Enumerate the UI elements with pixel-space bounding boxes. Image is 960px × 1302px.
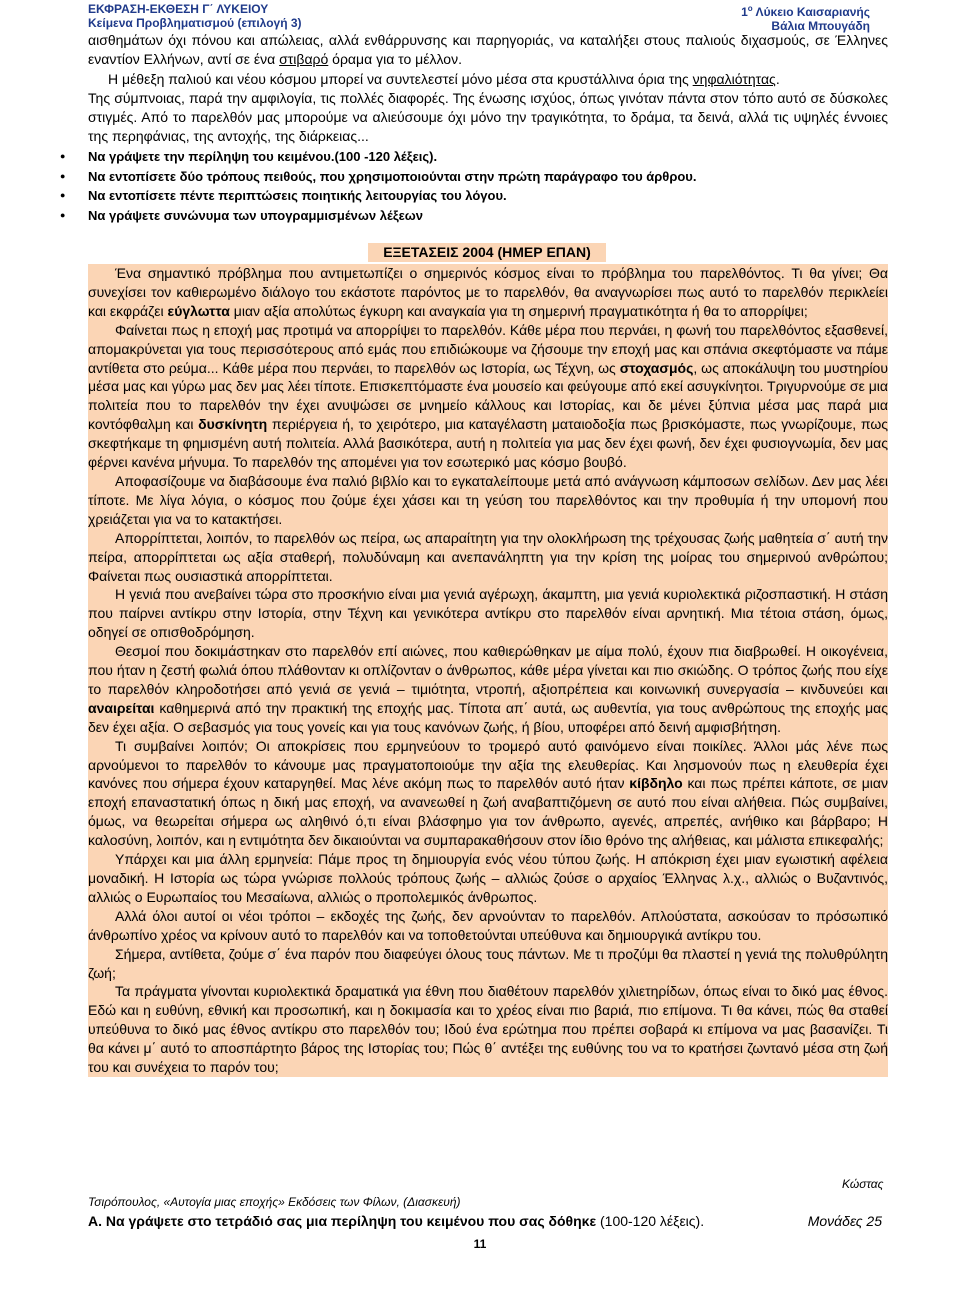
list-item: ● Να γράψετε συνώνυμα των υπογραμμισμένων λέξεων (60, 206, 890, 226)
question-points: Μονάδες 25 (807, 1213, 882, 1229)
question-label: Α. Να γράψετε στο τετράδιό σας μια περίληψη του κειμένου που σας δόθηκε (88, 1213, 597, 1229)
passage-paragraph: Τι συμβαίνει λοιπόν; Οι αποκρίσεις που ερμηνεύουν το τρομερό αυτό φαινόμενο είναι ποικίλες. Άλλοι μάς λένε πως αρνούμενοι το παρελθόν το κάνουμε μας πραγματοποιούμε την αξία της ελευθερίας. Και λησμονούν πως η ελευθερία έχει κανόνες που σήμερα έχουν καταργηθεί. Μας λένε ακόμη πως το παρελθόν αυτό ήταν κίβδηλο και πως πρέπει κάποτε, σε μιαν εποχή επαναστατική όπως η δική μας εποχή, να ανανεωθεί η ζωή αναβαπτιζόμενη σε αυτό που είναι αλήθεια. Πώς συμβαίνει, όμως, να θεωρείται σήμερα ως αληθινό ό,τι είναι βλάσφημο για τον άνθρωπο, αγενές, απρεπές, ανήθικο και βάρβαρο; Η καλοσύνη, λοιπόν, και η εντιμότητα δεν δικαιούνται να συμπαρακαθήσουν στον ίδιο θρόνο της αλήθειας, και μάλιστα επικεφαλής; (88, 737, 889, 849)
passage-paragraph: Αλλά όλοι αυτοί οι νέοι τρόποι – εκδοχές της ζωής, δεν αρνούνταν το παρελθόν. Απλούστατα, ασκούσαν το πρόσωπικό άνθρωπίνο χρέος να κρίνουν αυτό το παρελθόν και να τοποθετούνται υπεύθυνα και δημιουργικά αντίκρυ του. (88, 907, 888, 943)
top-paragraph-2: Η μέθεξη παλιού και νέου κόσμου μπορεί να συντελεστεί μόνο μέσα στα κρυστάλλινα όρια της νηφαλιότητας. (108, 70, 780, 87)
header-author: Βάλια Μπουγάδη (771, 19, 870, 33)
passage-paragraph: Σήμερα, αντίθετα, ζούμε σ΄ ένα παρόν που διαφεύγει όλους τους πάντων. Με τι προζύμι θα πλαστεί η γενιά της πολυθρύλητη ζωή; (88, 945, 888, 981)
passage-paragraph: Φαίνεται πως η εποχή μας προτιμά να απορρίψει το παρελθόν. Κάθε μέρα που περνάει, η φωνή του παρελθόντος εξασθενεί, απομακρύνεται για τους περισσότερους από εμάς που επιδιώκουμε να ζήσουμε την εποχή μας και σπάνια σκεφτόμαστε να πάμε αντίθετα στο ρεύμα... Κάθε μέρα που περνάει, το παρελθόν ως Ιστορία, ως Τέχνη, ως στοχασμός, ως αποκάλυψη του μυστηρίου μέσα μας και γύρω μας δεν μας λέει τίποτε. Επισκεπτόμαστε ένα μουσείο και φεύγουμε από εκεί ασυγκίνητοι. Τριγυρνούμε σε μια πολιτεία που το παρελθόν την έχει ανυψώσει σε μνημείο κάλλους και Ιστορίας, και δε μένει ξύπνια μέσα μας παρά μια κοντόφθαλμη και δυσκίνητη περιέργεια ή, το χειρότερο, μια καταγέλαστη ματαιοδοξία πως βρισκόμαστε, πως γνωρίζουμε, πως σκεφτήκαμε τη φημισμένη αυτή πολιτεία. Αλλά βασικότερα, αυτή η πολιτεία για μας δεν έχει φωνή, δεν έχει φυσιογνωμία, δεν μας φέρνει κανένα μήνυμα. Το παρελθόν της απομένει για τον εσωτερικό μας κόσμο βουβό. (88, 321, 888, 471)
list-item: ● Να γράψετε την περίληψη του κειμένου.(100 -120 λέξεις). (60, 147, 890, 167)
header-course: ΕΚΦΡΑΣΗ-ΕΚΘΕΣΗ Γ΄ ΛΥΚΕΙΟΥ (88, 2, 269, 16)
passage-paragraph: Τα πράγματα γίνονται κυριολεκτικά δραματικά για έθνη που διαθέτουν παρελθόν χιλιετηρίδων, όπως είναι το δικό μας έθνος. Εδώ και η ευθύνη, εθνική και προσωπική, και η δοκιμασία και το χρέος είναι πιο βαριά, πιο επίμονα. Τι θα κάνει, πώς θα σταθεί υπεύθυνα το δικό μας έθνος αντίκρυ στο παρελθόν του; Ιδού ένα ερώτημα που πρέπει σοβαρά κι επίμονα να μας βασανίζει. Τι θα κάνει μ΄ αυτό το αποσπάρτητο βάρος της Ιστορίας του; Πώς θ΄ αντέξει της ευθύνης του να το κρατήσει ζωντανό μέσα στη ζωή του και συνέχεια το παρόν του; (88, 983, 888, 1076)
passage-paragraph: Θεσμοί που δοκιμάστηκαν στο παρελθόν επί αιώνες, που καθιερώθηκαν με αίμα πολύ, έχουν πια διαβρωθεί. Η οικογένεια, που ήταν η ζεστή φωλιά όπου πλάθονταν κι οπλίζονταν ο άνθρωπος, κάθε μέρα γίνεται και πιο σκιώδης. Ο τρόπος ζωής που είχε το παρελθόν κληροδοτήσει από γενιά σε γενιά – τιμιότητα, ντροπή, αξιοπρέπεια και κοινωνική συνεργασία – κινδυνεύει και αναιρείται καθημερινά από την πρακτική της εποχής μας. Τίποτα απ΄ αυτά, ως αυθεντία, για τους ανθρώπους της εποχής μας δεν έχει αξία. Ο σεβασμός για τους γονείς και για τους κανόνων ζωής, ή βίου, υποφέρει από δεινή αμφισβήτηση. (88, 643, 888, 735)
exam-passage (88, 264, 888, 1077)
passage-paragraph: Αποφασίζουμε να διαβάσουμε ένα παλιό βιβλίο και το εγκαταλείπουμε μετά από ανάγνωση κάμποσων σελίδων. Δεν μας λέει τίποτε. Με λίγα λόγια, ο κόσμος που ζούμε έχει χάσει και τη γεύση του παρελθόντος και την προθυμία ή την υπομονή που χρειάζεται για να το κατακτήσει. (88, 472, 888, 527)
source-citation (88, 1177, 884, 1210)
header-school: $1^o$ Λύκειο Καισαριανής (741, 4, 870, 19)
list-item: ● Να εντοπίσετε πέντε περιπτώσεις ποιητικής λειτουργίας του λόγου. (60, 186, 890, 206)
question-a (88, 1212, 888, 1231)
list-item: ● Να εντοπίσετε δύο τρόπους πειθούς, που χρησιμοποιούνται στην πρώτη παράγραφο του άρθρου. (60, 167, 890, 187)
passage-paragraph: Η γενιά που ανεβαίνει τώρα στο προσκήνιο είναι μια γενιά αγέρωχη, άκαμπτη, μια γενιά κυριολεκτικά ριζοσπαστική. Η στάση που παίρνει αντίκρυ στην Ιστορία, στην Τέχνη και γενικότερα αντίκρυ στο παρελθόν είναι αρνητική. Μια τέτοια στάση, όμως, οδηγεί σε οπισθοδρόμηση. (88, 586, 888, 641)
header-left (88, 2, 302, 30)
passage-paragraph: Απορρίπτεται, λοιπόν, το παρελθόν ως πείρα, ως απαραίτητη για την ολοκλήρωση της τρέχουσας ζωής μαθητεία σ΄ αυτή την πείρα, απορρίπτεται ως αξία σταθερή, πολυδύναμη και ανεπανάληπτη για την κρίση της μοίρας του σημερινού ανθρώπου; Φαίνεται πως ουσιαστικά απορρίπτεται. (88, 529, 888, 584)
page-number: 11 (473, 1237, 487, 1251)
question-words: (100-120 λέξεις). (596, 1213, 705, 1229)
passage-paragraph: Ένα σημαντικό πρόβλημα που αντιμετωπίζει ο σημερινός κόσμος είναι το πρόβλημα του παρελθόντος. Τι θα γίνει; Θα συνεχίσει τον καθιερωμένο διάλογο του εκάστοτε παρόντος με το παρελθόν, θα αναγνωρίσει πως αυτό το παρελθόν περικλείει και εκφράζει εύγλωττα μιαν αξία απολύτως έγκυρη και αναγκαία για τη σημερινή πραγματικότητα ή θα το απορρίψει; (88, 265, 888, 319)
previous-text-end (88, 31, 888, 147)
task-list (60, 147, 890, 225)
source-text: Τσιρόπουλος, «Αυτογία μιας εποχής» Εκδόσεις των Φίλων, (Διασκευή) (88, 1195, 461, 1209)
passage-paragraph: Υπάρχει και μια άλλη ερμηνεία: Πάμε προς τη δημιουργία ενός νέου τύπου ζωής. Η απόκριση έχει μιαν εγωιστική αφέλεια μοναδική. Η Ιστορία ως τώρα γνώρισε πολλούς τρόπους ζωής – αλλιώς ζούσε ο αρχαίος Έλληνας λ.χ., αλλιώς ο Βυζαντινός, αλλιώς ο Ευρωπαίος του Μεσαίωνα, αλλιώς ο προπολεμικός άνθρωπος. (88, 851, 888, 905)
exam-title: ΕΞΕΤΑΣΕΙΣ 2004 (ΗΜΕΡ ΕΠΑΝ) (368, 243, 606, 262)
header-right (741, 2, 870, 33)
header-subtitle: Κείμενα Προβληματισμού (επιλογή 3) (88, 16, 302, 30)
top-paragraph-1: αισθημάτων όχι πόνου και απώλειας, αλλά ενθάρρυνσης και παρηγοριάς, να καταλήξει στους παλιούς διχασμούς, σε Έλληνες εναντίον Ελλήνων, αντί σε ένα στιβαρό όραμα για το μέλλον. (88, 32, 888, 68)
top-paragraph-3: Της σύμπνοιας, παρά την αμφιλογία, τις πολλές διαφορές. Της ένωσης ισχύος, όπως γινόταν πάντα στον τόπο αυτό σε δύσκολες στιγμές. Από το παρελθόν μας μπορούμε να αλιεύσουμε όχι μόνο την τραγικότητα, το δράμα, τα δεινά, αλλά τις υψηλές έννοιες της περηφάνιας, της αντοχής, της διάρκειας... (88, 89, 888, 145)
source-author-first: Κώστας (842, 1177, 884, 1191)
